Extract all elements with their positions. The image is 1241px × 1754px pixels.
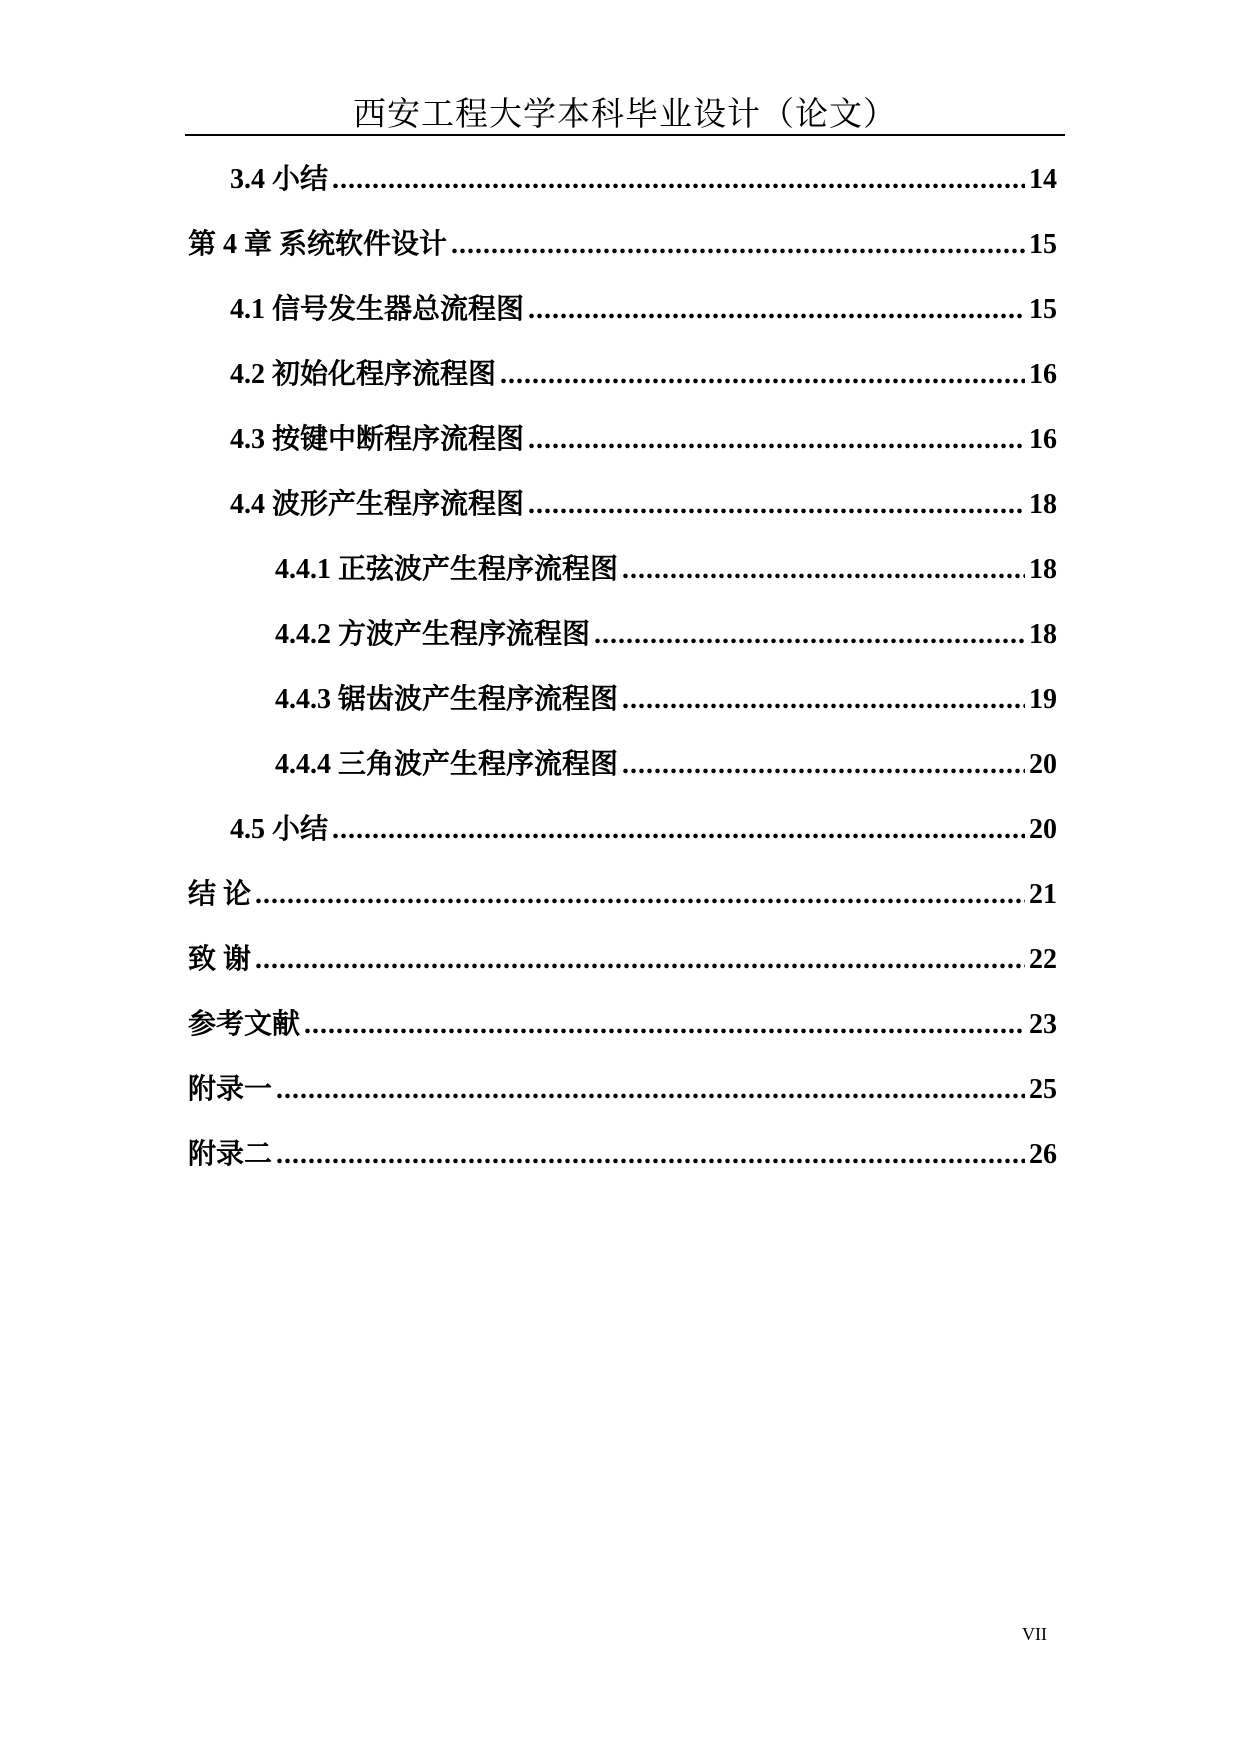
toc-entry-4-4-2[interactable] bbox=[275, 617, 1057, 653]
dot-leader bbox=[528, 422, 1025, 458]
dot-leader bbox=[528, 292, 1025, 328]
toc-entry-4-1[interactable] bbox=[230, 292, 1057, 328]
toc-entry-appendix-1[interactable] bbox=[188, 1072, 1057, 1108]
dot-leader bbox=[255, 877, 1025, 913]
toc-entry-label: 4.3 按键中断程序流程图 bbox=[230, 424, 525, 455]
toc-entry-4-4[interactable] bbox=[230, 487, 1057, 523]
toc-entry-page: 15 bbox=[1029, 294, 1057, 325]
toc-entry-label: 4.5 小结 bbox=[230, 814, 329, 845]
toc-entry-page: 15 bbox=[1029, 229, 1057, 260]
toc-entry-4-4-4[interactable] bbox=[275, 747, 1057, 783]
toc-entry-page: 20 bbox=[1029, 814, 1057, 845]
toc-entry-label: 4.4.4 三角波产生程序流程图 bbox=[275, 749, 619, 780]
page-number: VII bbox=[1022, 1624, 1047, 1644]
dot-leader bbox=[451, 227, 1025, 263]
toc-entry-page: 16 bbox=[1029, 359, 1057, 390]
toc-entry-4-5[interactable] bbox=[230, 812, 1057, 848]
header-divider bbox=[185, 134, 1065, 136]
toc-entry-page: 18 bbox=[1029, 554, 1057, 585]
dot-leader bbox=[622, 682, 1025, 718]
toc-entry-label: 4.2 初始化程序流程图 bbox=[230, 359, 497, 390]
toc-entry-page: 19 bbox=[1029, 684, 1057, 715]
toc-entry-appendix-2[interactable] bbox=[188, 1137, 1057, 1173]
document-title: 西安工程大学本科毕业设计（论文） bbox=[353, 94, 897, 133]
toc-entry-label: 参考文献 bbox=[188, 1009, 301, 1040]
toc-entry-page: 14 bbox=[1029, 164, 1057, 195]
toc-entry-4-3[interactable] bbox=[230, 422, 1057, 458]
toc-entry-label: 4.4.1 正弦波产生程序流程图 bbox=[275, 554, 619, 585]
dot-leader bbox=[255, 942, 1025, 978]
toc-entry-references[interactable] bbox=[188, 1007, 1057, 1043]
toc-entry-page: 16 bbox=[1029, 424, 1057, 455]
toc-entry-label: 4.4 波形产生程序流程图 bbox=[230, 489, 525, 520]
toc-entry-page: 23 bbox=[1029, 1009, 1057, 1040]
dot-leader bbox=[500, 357, 1025, 393]
dot-leader bbox=[622, 552, 1025, 588]
toc-entry-chapter-4[interactable] bbox=[188, 227, 1057, 263]
toc-entry-acknowledgements[interactable] bbox=[188, 942, 1057, 978]
toc-entry-page: 26 bbox=[1029, 1139, 1057, 1170]
toc-entry-page: 25 bbox=[1029, 1074, 1057, 1105]
toc-entry-label: 4.4.3 锯齿波产生程序流程图 bbox=[275, 684, 619, 715]
toc-entry-label: 4.4.2 方波产生程序流程图 bbox=[275, 619, 591, 650]
dot-leader bbox=[332, 162, 1025, 198]
toc-entry-conclusion[interactable] bbox=[188, 877, 1057, 913]
dot-leader bbox=[304, 1007, 1025, 1043]
toc-entry-page: 18 bbox=[1029, 489, 1057, 520]
dot-leader bbox=[332, 812, 1025, 848]
toc-entry-page: 22 bbox=[1029, 944, 1057, 975]
dot-leader bbox=[594, 617, 1025, 653]
toc-entry-label: 致 谢 bbox=[188, 944, 252, 975]
toc-entry-label: 结 论 bbox=[188, 879, 252, 910]
toc-entry-3-4[interactable] bbox=[230, 162, 1057, 198]
toc-entry-4-4-1[interactable] bbox=[275, 552, 1057, 588]
toc-entry-4-2[interactable] bbox=[230, 357, 1057, 393]
toc-entry-label: 4.1 信号发生器总流程图 bbox=[230, 294, 525, 325]
toc-entry-page: 18 bbox=[1029, 619, 1057, 650]
toc-entry-page: 20 bbox=[1029, 749, 1057, 780]
toc-entry-label: 附录一 bbox=[188, 1074, 273, 1105]
dot-leader bbox=[528, 487, 1025, 523]
toc-entry-4-4-3[interactable] bbox=[275, 682, 1057, 718]
toc-entry-label: 第 4 章 系统软件设计 bbox=[188, 229, 448, 260]
toc-entry-page: 21 bbox=[1029, 879, 1057, 910]
dot-leader bbox=[276, 1137, 1025, 1173]
dot-leader bbox=[622, 747, 1025, 783]
toc-entry-label: 3.4 小结 bbox=[230, 164, 329, 195]
toc-entry-label: 附录二 bbox=[188, 1139, 273, 1170]
dot-leader bbox=[276, 1072, 1025, 1108]
